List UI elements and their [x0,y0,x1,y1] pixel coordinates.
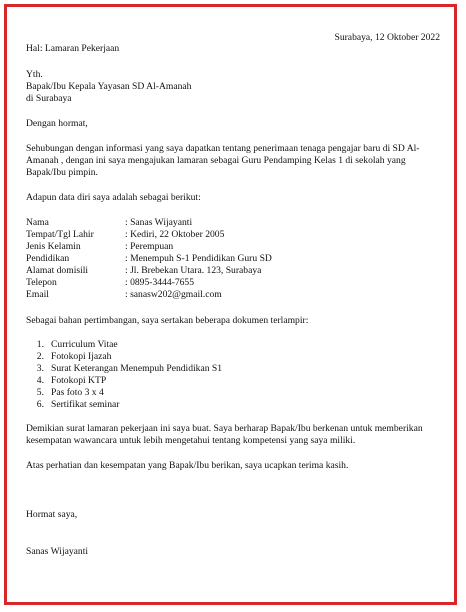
list-text: Fotokopi KTP [51,375,107,386]
list-number: 5. [36,387,44,398]
field-value: : Menempuh S-1 Pendidikan Guru SD [125,253,272,264]
thanks-paragraph: Atas perhatian dan kesempatan yang Bapak/Ibu berikan, saya ucapkan terima kasih. [26,460,349,471]
field-label: Telepon [26,277,57,288]
list-number: 3. [36,363,44,374]
list-number: 4. [36,375,44,386]
field-label: Jenis Kelamin [26,241,81,252]
sign-off: Hormat saya, [26,509,78,520]
field-label: Tempat/Tgl Lahir [26,229,94,240]
field-label: Nama [26,217,49,228]
list-text: Surat Keterangan Menempuh Pendidikan S1 [51,363,223,374]
field-value: : Jl. Brebekan Utara. 123, Surabaya [125,265,262,276]
opening-paragraph: Sehubungan dengan informasi yang saya dapatkan tentang penerimaan tenaga pengajar baru di SD Al-Amanah , dengan ini saya mengajukan lamaran sebagai Guru Pendamping Kelas 1 di sekolah yang Bapak/Ibu pimpin. [26,143,420,179]
recipient-location: di Surabaya [26,93,72,104]
list-number: 6. [36,399,44,410]
field-value: : 0895-3444-7655 [125,277,195,288]
field-value: : sanasw202@gmail.com [125,289,222,300]
field-value: : Perempuan [125,241,174,252]
closing-paragraph: Demikian surat lamaran pekerjaan ini saya buat. Saya berharap Bapak/Ibu berkenan untuk memberikan kesempatan wawancara untuk lebih mengetahui tentang kompetensi yang saya miliki. [26,423,423,447]
letter-subject: Hal: Lamaran Pekerjaan [26,43,120,54]
list-text: Fotokopi Ijazah [51,351,112,362]
recipient-salutation: Yth. [26,69,43,80]
letter-greeting: Dengan hormat, [26,118,88,129]
documents-intro: Sebagai bahan pertimbangan, saya sertakan beberapa dokumen terlampir: [26,315,309,326]
field-label: Email [26,289,49,300]
list-number: 2. [36,351,44,362]
letter-date: Surabaya, 12 Oktober 2022 [334,32,440,43]
list-text: Sertifikat seminar [51,399,120,410]
field-value: : Kediri, 22 Oktober 2005 [125,229,225,240]
field-label: Alamat domisili [26,265,89,276]
field-label: Pendidikan [26,253,70,264]
signature-name: Sanas Wijayanti [26,546,89,557]
recipient-name: Bapak/Ibu Kepala Yayasan SD Al-Amanah [26,81,192,92]
list-text: Pas foto 3 x 4 [51,387,104,398]
list-text: Curriculum Vitae [51,339,118,350]
data-intro: Adapun data diri saya adalah sebagai berikut: [26,192,201,203]
letter-page [4,4,457,605]
field-value: : Sanas Wijayanti [125,217,193,228]
list-number: 1. [36,339,44,350]
